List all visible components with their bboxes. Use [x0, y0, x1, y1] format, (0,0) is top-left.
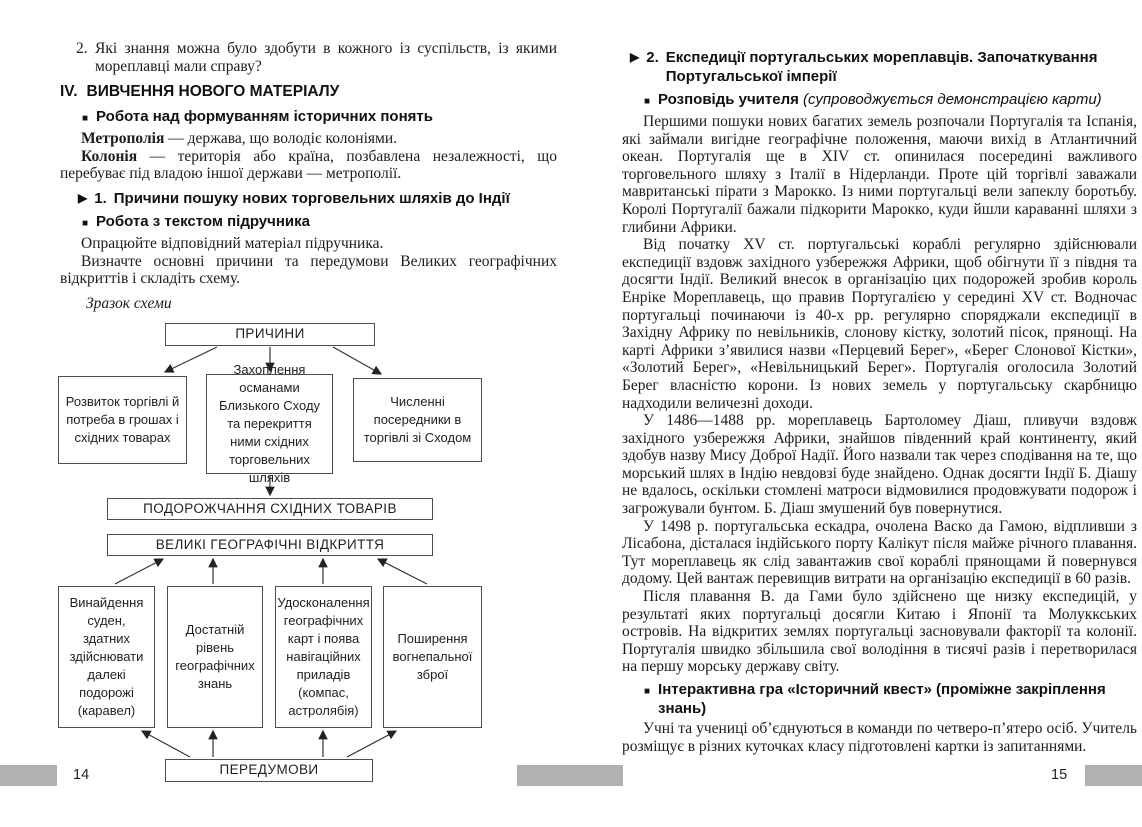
causes-scheme-diagram	[58, 323, 482, 785]
subheading-interactive-game-label: Інтерактивна гра «Історичний квест» (проміжне закріплення знань)	[658, 681, 1106, 717]
definition-text: — територія або країна, позбавлена незалежності, що перебуває під владою іншої держави — метрополії.	[60, 147, 557, 183]
page-number-left: 14	[73, 767, 90, 783]
numbered-heading-number: 1.	[94, 189, 107, 207]
definition-term: Метрополія	[81, 130, 165, 148]
definition-metropoly	[60, 130, 557, 148]
subheading-textbook	[60, 212, 557, 233]
footer-bar-gutter	[517, 765, 623, 786]
scheme-label: Зразок схеми	[86, 294, 172, 312]
square-bullet-icon: ■	[82, 217, 89, 229]
diagram-box-preconditions: ПЕРЕДУМОВИ	[165, 759, 373, 782]
subheading-teacher-story-label	[658, 90, 1102, 109]
subheading-interactive-game	[622, 680, 1137, 718]
question-item	[60, 40, 557, 75]
subheading-teacher-story-note: (супроводжується демонстрацією карти)	[803, 91, 1102, 108]
numbered-heading-2	[622, 48, 1137, 86]
section-number: IV.	[60, 83, 78, 101]
diagram-box-knowledge: Достатній рівень географічних знань	[167, 586, 263, 728]
diagram-box-firearms: Поширення вогнепальної зброї	[383, 586, 482, 728]
triangle-marker-icon: ▶	[78, 190, 88, 205]
numbered-heading-title: Причини пошуку нових торговельних шляхів до Індії	[113, 189, 510, 207]
page-right	[622, 42, 1137, 755]
paragraph: Першими пошуки нових багатих земель розпочали Португалія та Іспанія, які займали вигідне географічне положення, маючи вихід в Атлантичний океан. Португалія ще в XIV ст. опинилася посередині важливого торговельного шляху з Італії в Нідерланди. Проте цій торгівлі заважали мавританські пірати з Марокко. Із ними португальці вели запеклу боротьбу. Королі Португалії бажали підкорити Марокко, куди йшли караванні шляхи з глибини Африки.	[622, 113, 1137, 236]
definition-colony	[60, 148, 557, 183]
paragraph: У 1498 р. португальська ескадра, очолена Васко да Гамою, відпливши з Лісабона, дісталася індійського порту Калікут після майже річного плавання. Тут мореплавець як слід завантажив свої кораблі прянощами й повернувся додому. Цей вантаж перевищив витрати на організацію експедиції в 60 разів.	[622, 517, 1137, 588]
question-number: 2.	[76, 40, 88, 57]
section-title: ВИВЧЕННЯ НОВОГО МАТЕРІАЛУ	[86, 83, 340, 101]
diagram-box-cause-trade: Розвиток торгівлі й потреба в грошах і східних товарах	[58, 376, 187, 464]
triangle-marker-icon: ▶	[630, 50, 640, 64]
subheading-concepts	[60, 107, 557, 128]
page-left	[60, 40, 557, 785]
subheading-teacher-story	[622, 90, 1137, 111]
section-heading	[60, 82, 557, 102]
diagram-box-causes: ПРИЧИНИ	[165, 323, 375, 346]
subheading-teacher-story-title: Розповідь учителя	[658, 91, 799, 108]
paragraph: Опрацюйте відповідний матеріал підручника.	[81, 234, 384, 252]
square-bullet-icon: ■	[82, 113, 89, 125]
diagram-box-price-rise: ПОДОРОЖЧАННЯ СХІДНИХ ТОВАРІВ	[107, 498, 433, 520]
diagram-box-ships: Винайдення суден, здатних здійснювати далекі подорожі (каравел)	[58, 586, 155, 728]
numbered-heading-title: Експедиції португальських мореплавців. Започаткування Португальської імперії	[665, 49, 1098, 85]
diagram-box-cause-middlemen: Численні посередники в торгівлі зі Сходом	[353, 378, 482, 462]
square-bullet-icon: ■	[644, 686, 651, 697]
diagram-box-great-discoveries: ВЕЛИКІ ГЕОГРАФІЧНІ ВІДКРИТТЯ	[107, 534, 433, 556]
numbered-heading-1	[60, 189, 557, 208]
footer-bar-left	[0, 765, 57, 786]
diagram-box-cause-ottomans: Захоплення османами Близького Сходу та перекриття ними східних торговельних шляхів	[206, 374, 333, 474]
paragraph: У 1486—1488 рр. мореплавець Бартоломеу Діаш, пливучи вздовж західного узбережжя Африки, знайшов південний край континенту, який здобув назву Мису Доброї Надії. Його назвали так через сподівання на те, що морський шлях в Індію невдовзі буде знайдено. Однак досягти Індії Б. Діашу не вдалось, оскільки стомлені матроси відмовилися продовжувати подорож і загрожували бунтом. Б. Діаш змушений був повернутися.	[622, 412, 1137, 518]
paragraph: Учні та учениці об’єднуються в команди по четверо-п’ятеро осіб. Учитель розміщує в різних куточках класу підготовлені картки із запитаннями.	[622, 720, 1137, 755]
square-bullet-icon: ■	[644, 96, 651, 107]
question-text: Які знання можна було здобути в кожного із суспільств, із якими мореплавці мали справу?	[95, 40, 557, 75]
definition-text: — держава, що володіє колоніями.	[164, 130, 398, 148]
numbered-heading-number: 2.	[646, 49, 659, 66]
footer-bar-right	[1085, 765, 1142, 786]
paragraph: Визначте основні причини та передумови Великих географічних відкриттів і складіть схему.	[60, 252, 557, 288]
subheading-concepts-label: Робота над формуванням історичних понять	[96, 108, 433, 126]
paragraph: Після плавання В. да Гами було здійснено ще низку експедицій, у результаті яких португальці досягли Китаю і Японії та Молуккських островів. На відкритих землях португальці засновували факторії та колонії. Португалія швидко збільшила свої володіння в тисячі разів і перетворилася на першу морську державу світу.	[622, 588, 1137, 676]
definition-term: Колонія	[81, 147, 138, 165]
subheading-textbook-label: Робота з текстом підручника	[96, 212, 310, 230]
diagram-box-maps: Удосконалення географічних карт і поява навігаційних приладів (компас, астролябія)	[275, 586, 372, 728]
page-number-right: 15	[1051, 767, 1068, 783]
paragraph: Від початку XV ст. португальські кораблі регулярно здійснювали експедиції вздовж західного узбережжя Африки, щоб обігнути її з півдня та досягти Індії. Великий внесок в організацію цих подорожей зробив король Енріке Мореплавець, що правив Португалією у середині XV ст. Водночас португальці починаючи із 40-х рр. регулярно споряджали експедиції в Західну Африку по невільників, слонову кістку, золотий пісок, прянощі. На карті Африки з’явилися назви «Перцевий Берег», «Берег Слонової Кістки», «Золотий Берег», «Невільницький Берег». Португалія оголосила Золотий Берег власністю корони. Із нових земель у португальську скарбницю надходили величезні доходи.	[622, 236, 1137, 412]
